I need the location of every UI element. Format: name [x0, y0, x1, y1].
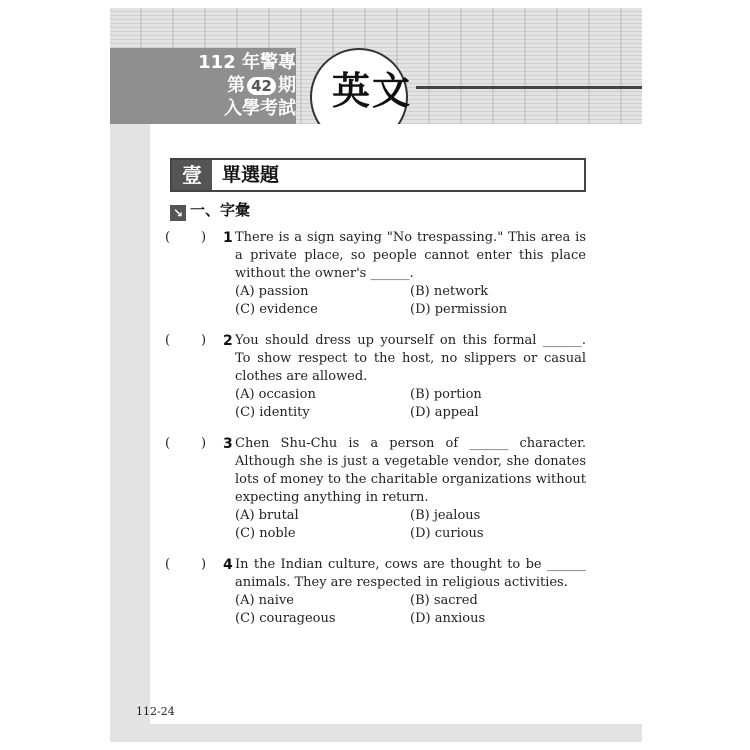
option-a: (A) passion	[235, 284, 309, 299]
section-title: 單選題	[222, 164, 280, 186]
exam-page	[110, 8, 642, 742]
answer-blank[interactable]: ( )	[165, 230, 207, 245]
answer-blank[interactable]: ( )	[165, 436, 207, 451]
exam-issue-label: 第 42 期	[227, 75, 296, 96]
option-d: (D) appeal	[410, 405, 479, 420]
question-number: 4	[223, 557, 233, 573]
option-d: (D) anxious	[410, 611, 486, 626]
question-text: You should dress up yourself on this formal ______. To show respect to the host, no slippers or casual clothes are allowed.	[235, 333, 586, 384]
question-text: In the Indian culture, cows are thought to be ______ animals. They are respected in religious activities.	[235, 557, 586, 590]
option-d: (D) curious	[410, 526, 484, 541]
exam-type-label: 入學考試	[224, 98, 296, 119]
arrow-icon: ↘	[170, 205, 186, 221]
option-a: (A) brutal	[235, 508, 299, 523]
question-number: 3	[223, 436, 233, 452]
option-c: (C) evidence	[235, 302, 318, 317]
question-number: 1	[223, 230, 233, 246]
subject-title: 英文	[332, 69, 413, 113]
exam-year-label: 112 年警專	[198, 52, 296, 73]
issue-number-badge: 42	[247, 77, 276, 95]
page-number: 112-24	[136, 705, 175, 718]
option-b: (B) jealous	[410, 508, 481, 523]
option-b: (B) network	[410, 284, 489, 299]
option-a: (A) occasion	[235, 387, 316, 402]
option-c: (C) courageous	[235, 611, 336, 626]
option-b: (B) portion	[410, 387, 482, 402]
section-number: 壹	[172, 160, 212, 190]
option-b: (B) sacred	[410, 593, 478, 608]
section-header	[170, 158, 586, 192]
option-d: (D) permission	[410, 302, 508, 317]
left-margin-strip	[110, 124, 150, 724]
question-number: 2	[223, 333, 233, 349]
question-text: Chen Shu-Chu is a person of ______ character. Although she is just a vegetable vendor, she donates lots of money to the charitable organizations without expecting anything in return.	[235, 436, 586, 505]
answer-blank[interactable]: ( )	[165, 333, 207, 348]
header-rule	[416, 86, 642, 89]
subsection-heading: ↘ 一、字彙	[170, 199, 250, 221]
option-a: (A) naive	[235, 593, 294, 608]
bottom-margin-strip	[110, 724, 642, 742]
option-c: (C) identity	[235, 405, 310, 420]
question-text: There is a sign saying "No trespassing." This area is a private place, so people cannot enter this place without the owner's ______.	[235, 230, 586, 281]
answer-blank[interactable]: ( )	[165, 557, 207, 572]
option-c: (C) noble	[235, 526, 296, 541]
